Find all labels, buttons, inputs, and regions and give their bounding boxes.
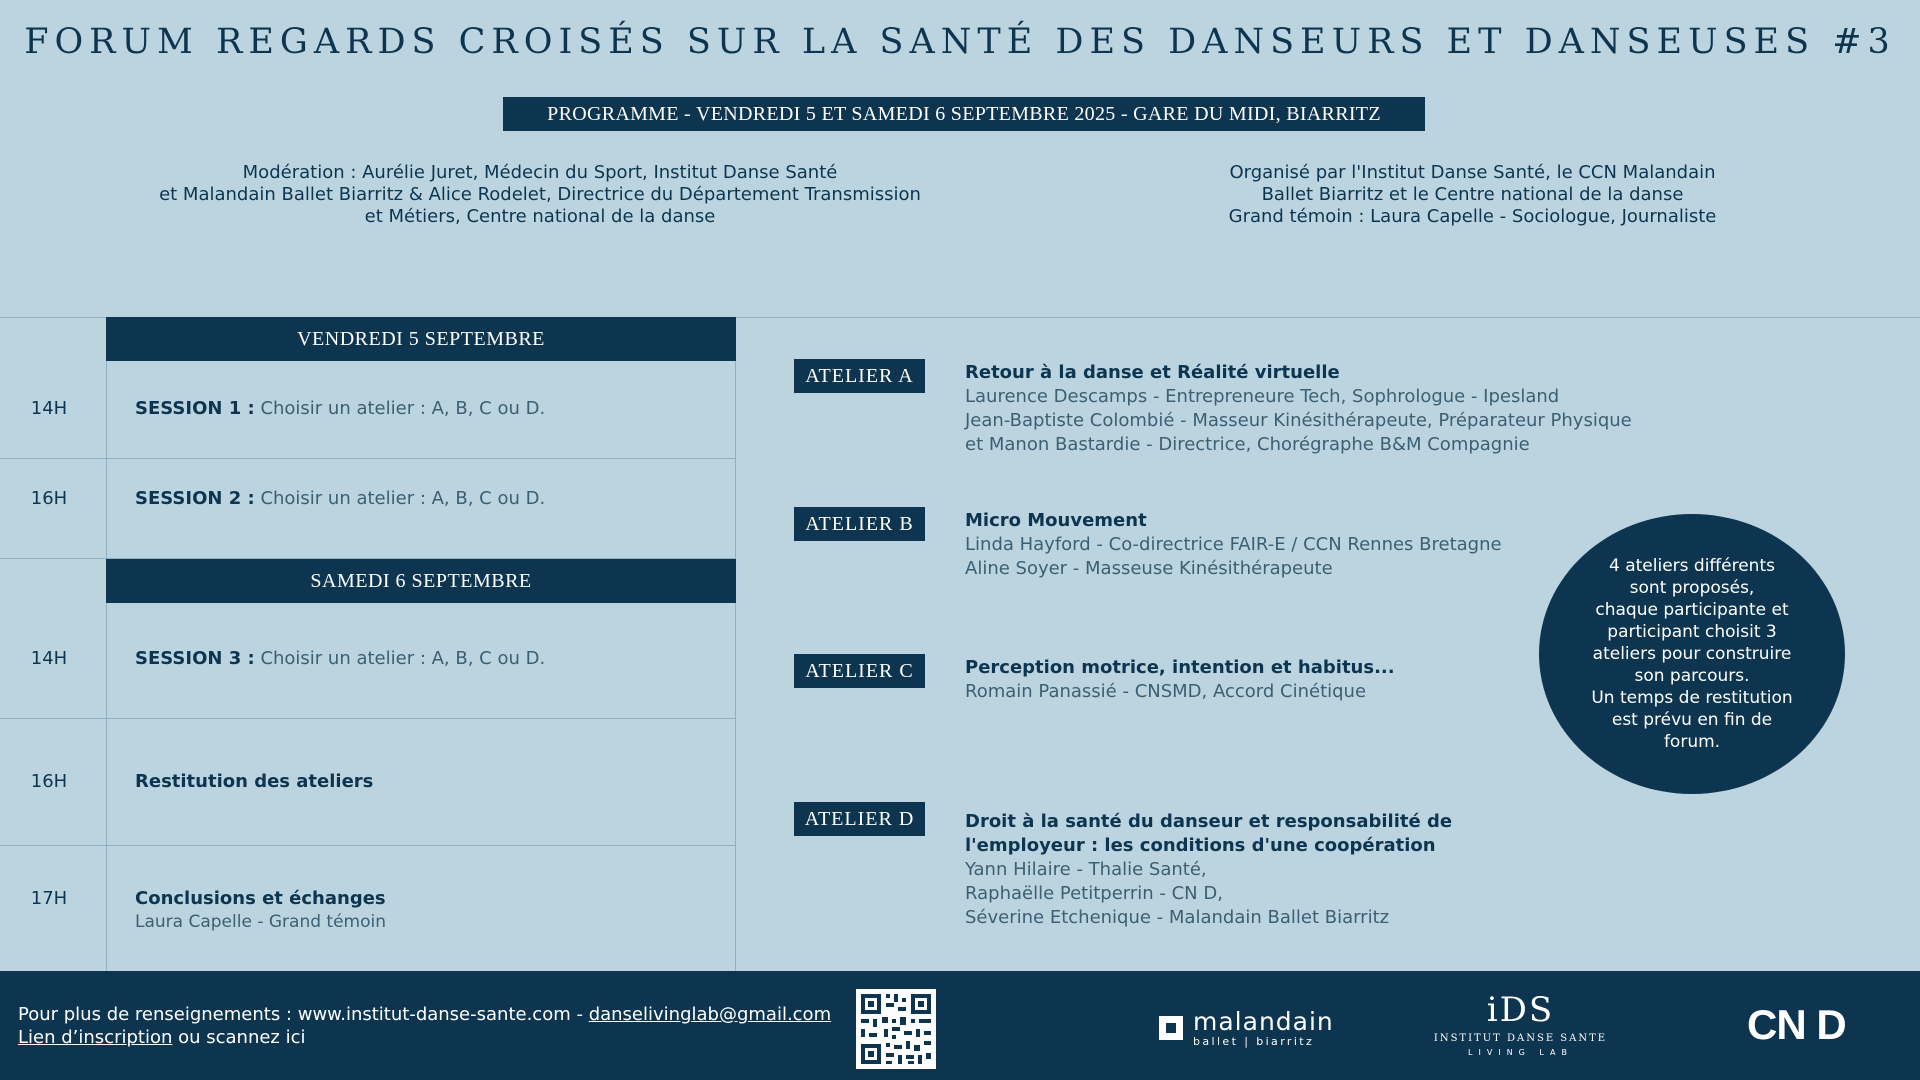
row-content — [135, 888, 726, 932]
organisation-line: Grand témoin : Laura Capelle - Sociologue, Journaliste — [1228, 206, 1717, 227]
schedule-row — [0, 459, 736, 559]
info-circle-text — [1582, 555, 1802, 753]
moderation-line: et Malandain Ballet Biarritz & Alice Rodelet, Directrice du Département Transmission — [159, 184, 921, 205]
footer-info — [18, 1003, 831, 1049]
qr-code-icon — [856, 989, 936, 1069]
cnd-logo: CN D — [1747, 1001, 1846, 1048]
email-link[interactable]: danselivinglab@gmail.com — [588, 1004, 832, 1025]
info-line: ateliers pour construire — [1592, 644, 1792, 664]
atelier-speaker: Laurence Descamps - Entrepreneure Tech, Sophrologue - Ipesland — [965, 386, 1560, 407]
atelier-speaker: Jean-Baptiste Colombié - Masseur Kinésithérapeute, Préparateur Physique — [965, 410, 1632, 431]
row-content — [135, 648, 726, 669]
ids-logo-main: iDS — [1486, 990, 1555, 1030]
footer-register-line — [18, 1026, 831, 1049]
register-link[interactable]: Lien d’inscription — [18, 1027, 173, 1048]
malandain-logo-icon — [1159, 1016, 1183, 1040]
session-text: Choisir un atelier : A, B, C ou D. — [260, 648, 546, 669]
row-time: 16H — [30, 488, 68, 509]
ids-logo — [1428, 990, 1613, 1057]
moderation-line: Modération : Aurélie Juret, Médecin du Sport, Institut Danse Santé — [242, 162, 838, 183]
organisation-block — [1160, 162, 1785, 228]
organisation-line: Organisé par l'Institut Danse Santé, le CCN Malandain — [1229, 162, 1716, 183]
atelier-speaker: Raphaëlle Petitperrin - CN D, — [965, 883, 1223, 904]
row-content — [135, 771, 726, 792]
session-title: SESSION 3 : — [135, 648, 255, 669]
info-line: 4 ateliers différents — [1609, 556, 1775, 576]
day-header-saturday: SAMEDI 6 SEPTEMBRE — [106, 559, 736, 603]
malandain-logo-text — [1193, 1009, 1334, 1047]
session-text: Choisir un atelier : A, B, C ou D. — [260, 398, 546, 419]
row-time: 14H — [30, 398, 68, 419]
session-title: SESSION 1 : — [135, 398, 255, 419]
info-line: chaque participante et — [1595, 600, 1789, 620]
footer-info-line — [18, 1003, 831, 1026]
session-title: Conclusions et échanges — [135, 888, 386, 909]
atelier-tag: ATELIER A — [794, 359, 925, 393]
atelier-speaker: Aline Soyer - Masseuse Kinésithérapeute — [965, 558, 1333, 579]
programme-banner: PROGRAMME - VENDREDI 5 ET SAMEDI 6 SEPTEMBRE 2025 - GARE DU MIDI, BIARRITZ — [503, 97, 1425, 131]
atelier-speaker: Linda Hayford - Co-directrice FAIR-E / CCN Rennes Bretagne — [965, 534, 1502, 555]
session-title: SESSION 2 : — [135, 488, 255, 509]
ids-logo-sub: INSTITUT DANSE SANTE — [1433, 1033, 1608, 1044]
info-line: Un temps de restitution — [1591, 688, 1793, 708]
malandain-logo — [1159, 1009, 1334, 1047]
atelier-speaker: Romain Panassié - CNSMD, Accord Cinétique — [965, 681, 1367, 702]
schedule-table — [0, 317, 736, 971]
session-title: Restitution des ateliers — [135, 771, 374, 792]
info-line: est prévu en fin de — [1611, 710, 1773, 730]
day-header-friday: VENDREDI 5 SEPTEMBRE — [106, 317, 736, 361]
session-subtitle: Laura Capelle - Grand témoin — [135, 912, 386, 932]
moderation-line: et Métiers, Centre national de la danse — [364, 206, 716, 227]
row-time: 14H — [30, 648, 68, 669]
atelier-speaker: et Manon Bastardie - Directrice, Chorégraphe B&M Compagnie — [965, 434, 1530, 455]
moderation-block — [110, 162, 970, 228]
schedule-row — [0, 361, 736, 459]
row-content — [135, 488, 726, 509]
footer — [0, 971, 1920, 1080]
row-time: 16H — [30, 771, 68, 792]
info-line: forum. — [1663, 732, 1721, 752]
ids-logo-sub2: LIVING LAB — [1468, 1048, 1573, 1057]
info-line: sont proposés, — [1629, 578, 1755, 598]
atelier-body — [965, 509, 1645, 581]
atelier-title: Retour à la danse et Réalité virtuelle — [965, 362, 1340, 383]
atelier-title: Micro Mouvement — [965, 510, 1147, 531]
register-suffix: ou scannez ici — [172, 1027, 306, 1048]
organisation-line: Ballet Biarritz et le Centre national de la danse — [1261, 184, 1684, 205]
row-content — [135, 398, 726, 419]
schedule-row — [0, 846, 736, 971]
info-line: participant choisit 3 — [1607, 622, 1777, 642]
schedule-row — [0, 719, 736, 846]
schedule-row — [0, 603, 736, 719]
row-time: 17H — [30, 888, 68, 909]
malandain-logo-main: malandain — [1193, 1007, 1334, 1036]
session-text: Choisir un atelier : A, B, C ou D. — [260, 488, 546, 509]
info-circle — [1539, 514, 1845, 794]
atelier-title: Perception motrice, intention et habitus... — [965, 657, 1395, 678]
atelier-body — [965, 361, 1645, 457]
atelier-body — [965, 810, 1645, 930]
qr-code[interactable] — [856, 989, 936, 1069]
atelier-title: Droit à la santé du danseur et responsabilité de — [965, 811, 1453, 832]
atelier-title: l'employeur : les conditions d'une coopération — [965, 835, 1436, 856]
malandain-logo-sub: ballet | biarritz — [1193, 1035, 1315, 1048]
atelier-tag: ATELIER C — [794, 654, 925, 688]
info-line: son parcours. — [1634, 666, 1750, 686]
atelier-tag: ATELIER D — [794, 802, 925, 836]
atelier-speaker: Yann Hilaire - Thalie Santé, — [965, 859, 1207, 880]
atelier-tag: ATELIER B — [794, 507, 925, 541]
page-title: FORUM REGARDS CROISÉS SUR LA SANTÉ DES DANSEURS ET DANSEUSES #3 — [24, 22, 1896, 62]
info-prefix: Pour plus de renseignements : www.institut-danse-sante.com - — [18, 1004, 589, 1025]
atelier-speaker: Séverine Etchenique - Malandain Ballet Biarritz — [965, 907, 1390, 928]
